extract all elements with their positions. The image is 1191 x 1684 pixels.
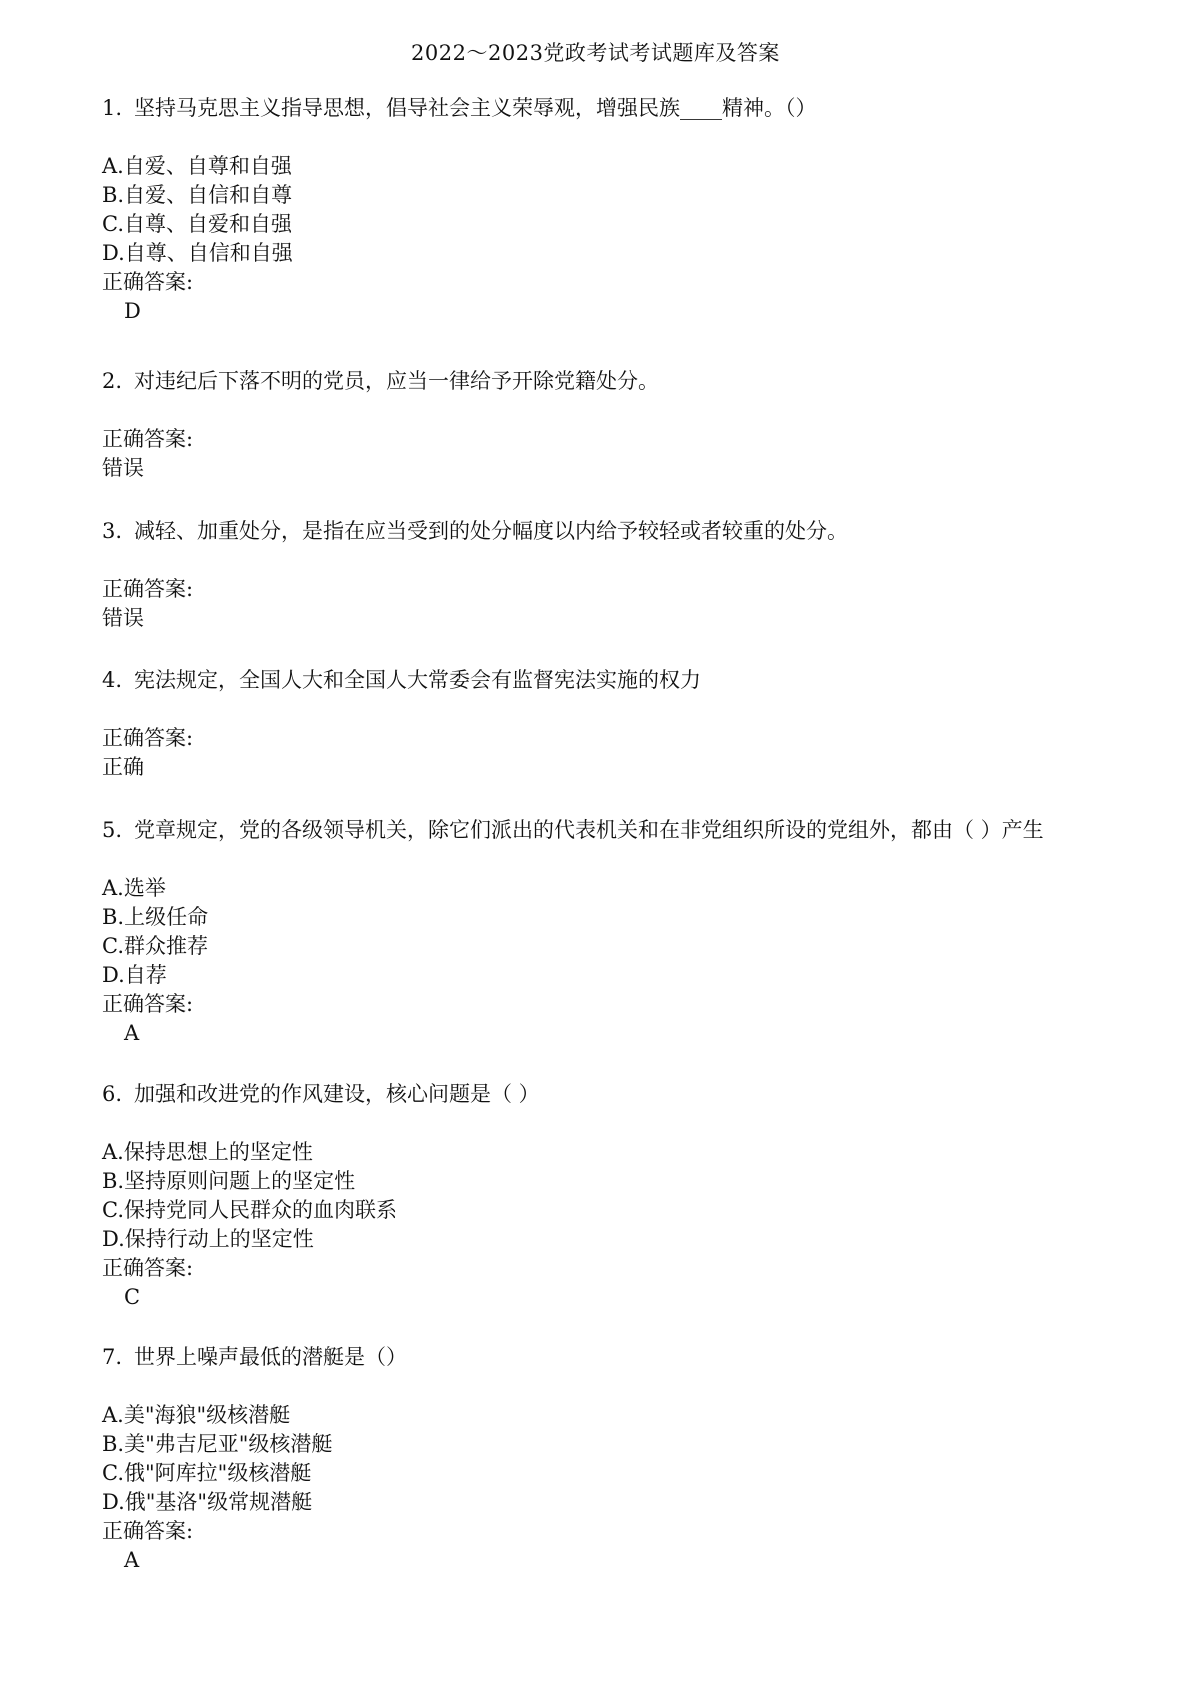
question-text bbox=[102, 1080, 1142, 1109]
option-c: C.自尊、自爱和自强 bbox=[102, 212, 292, 236]
option-a: A.自爱、自尊和自强 bbox=[102, 154, 292, 178]
question-number: 7. bbox=[102, 1345, 123, 1369]
answer-label: 正确答案: bbox=[102, 1256, 194, 1280]
question-stem: 减轻、加重处分，是指在应当受到的处分幅度以内给予较轻或者较重的处分。 bbox=[134, 519, 848, 543]
question-text bbox=[102, 367, 1142, 396]
question-1 bbox=[102, 94, 1142, 326]
option-a: A.选举 bbox=[102, 876, 166, 900]
option-a: A.美"海狼"级核潜艇 bbox=[102, 1403, 291, 1427]
answer-label: 正确答案: bbox=[102, 1519, 194, 1543]
answer-label: 正确答案: bbox=[102, 992, 194, 1016]
answer-value: 正确 bbox=[102, 755, 144, 779]
question-text bbox=[102, 94, 1142, 123]
question-text bbox=[102, 816, 1142, 845]
question-4 bbox=[102, 666, 1142, 782]
question-stem: 坚持马克思主义指导思想，倡导社会主义荣辱观，增强民族____精神。（） bbox=[134, 96, 817, 120]
answer-value: D bbox=[124, 299, 141, 323]
answer-value: A bbox=[124, 1021, 140, 1045]
answer-value: A bbox=[124, 1548, 140, 1572]
question-number: 4. bbox=[102, 668, 123, 692]
option-b: B.美"弗吉尼亚"级核潜艇 bbox=[102, 1432, 333, 1456]
option-c: C.保持党同人民群众的血肉联系 bbox=[102, 1198, 397, 1222]
question-5 bbox=[102, 816, 1142, 1048]
question-text bbox=[102, 517, 1142, 546]
question-number: 5. bbox=[102, 818, 123, 842]
question-stem: 世界上噪声最低的潜艇是（） bbox=[134, 1345, 407, 1369]
answer-label: 正确答案: bbox=[102, 427, 194, 451]
option-a: A.保持思想上的坚定性 bbox=[102, 1140, 313, 1164]
answer-label: 正确答案: bbox=[102, 577, 194, 601]
question-6 bbox=[102, 1080, 1142, 1312]
option-b: B.坚持原则问题上的坚定性 bbox=[102, 1169, 356, 1193]
question-stem: 加强和改进党的作风建设，核心问题是（ ） bbox=[134, 1082, 540, 1106]
question-number: 6. bbox=[102, 1082, 123, 1106]
question-stem: 党章规定，党的各级领导机关，除它们派出的代表机关和在非党组织所设的党组外，都由（ ）产生 bbox=[134, 818, 1044, 842]
option-c: C.俄"阿库拉"级核潜艇 bbox=[102, 1461, 312, 1485]
option-d: D.自荐 bbox=[102, 963, 167, 987]
question-number: 2. bbox=[102, 369, 123, 393]
page-title: 2022～2023党政考试考试题库及答案 bbox=[411, 41, 780, 65]
question-text bbox=[102, 666, 1142, 695]
option-b: B.自爱、自信和自尊 bbox=[102, 183, 293, 207]
question-stem: 对违纪后下落不明的党员，应当一律给予开除党籍处分。 bbox=[134, 369, 659, 393]
question-7 bbox=[102, 1343, 1142, 1575]
answer-value: C bbox=[124, 1285, 141, 1309]
question-2 bbox=[102, 367, 1142, 483]
option-c: C.群众推荐 bbox=[102, 934, 208, 958]
question-3 bbox=[102, 517, 1142, 633]
question-number: 3. bbox=[102, 519, 123, 543]
option-b: B.上级任命 bbox=[102, 905, 209, 929]
answer-label: 正确答案: bbox=[102, 726, 194, 750]
question-text bbox=[102, 1343, 1142, 1372]
answer-label: 正确答案: bbox=[102, 270, 194, 294]
question-number: 1. bbox=[102, 96, 123, 120]
option-d: D.保持行动上的坚定性 bbox=[102, 1227, 314, 1251]
option-d: D.俄"基洛"级常规潜艇 bbox=[102, 1490, 313, 1514]
option-d: D.自尊、自信和自强 bbox=[102, 241, 293, 265]
question-stem: 宪法规定，全国人大和全国人大常委会有监督宪法实施的权力 bbox=[134, 668, 701, 692]
answer-value: 错误 bbox=[102, 456, 144, 480]
answer-value: 错误 bbox=[102, 606, 144, 630]
